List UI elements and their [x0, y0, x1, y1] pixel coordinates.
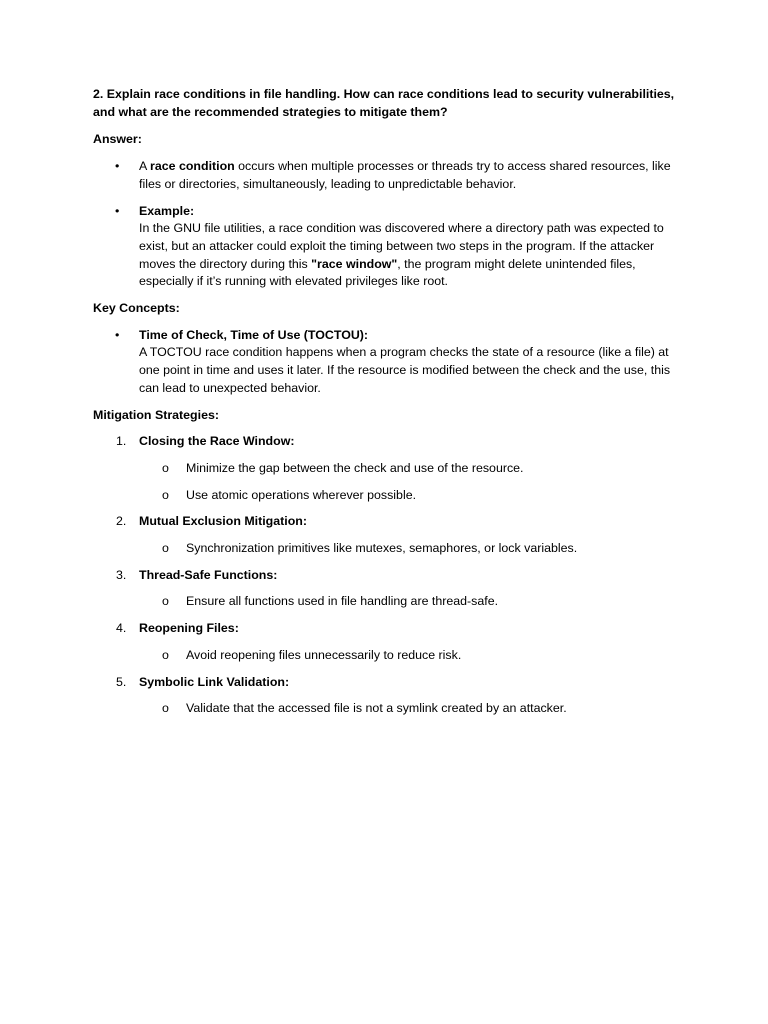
document-body	[93, 86, 683, 727]
mitigation-item	[93, 674, 683, 718]
example-title: Example:	[139, 203, 195, 218]
sub-bullet-marker: o	[162, 460, 169, 475]
mitigation-subitem	[93, 647, 683, 665]
mitigation-title: Mutual Exclusion Mitigation:	[139, 514, 307, 529]
sub-bullet-marker: o	[162, 701, 169, 716]
mitigation-item	[93, 433, 683, 504]
mitigation-sublist	[93, 647, 683, 665]
mitigation-number: 2.	[116, 514, 127, 529]
mitigation-subitem	[93, 700, 683, 718]
mitigation-subitem	[93, 460, 683, 478]
sub-bullet-marker: o	[162, 487, 169, 502]
example-post: , the program might delete unintended files, especially if it’s running with elevated privileges like root.	[139, 256, 636, 289]
mitigation-subitem-text: Use atomic operations wherever possible.	[186, 487, 417, 502]
key-concepts-list	[93, 327, 683, 398]
mitigation-sublist	[93, 540, 683, 558]
answer-definition-item	[93, 158, 683, 193]
toctou-title: Time of Check, Time of Use (TOCTOU):	[139, 327, 369, 342]
definition-pre: A	[139, 159, 151, 174]
mitigation-label: Mitigation Strategies:	[93, 407, 219, 422]
answer-list	[93, 158, 683, 291]
mitigation-subitem-text: Ensure all functions used in file handling are thread-safe.	[186, 594, 499, 609]
mitigation-title: Thread-Safe Functions:	[139, 567, 278, 582]
mitigation-item-heading	[93, 433, 683, 451]
bullet-marker: •	[115, 203, 120, 218]
sub-bullet-marker: o	[162, 541, 169, 556]
bullet-marker: •	[115, 327, 120, 342]
definition-term: race condition	[150, 159, 235, 174]
mitigation-subitem-text: Avoid reopening files unnecessarily to reduce risk.	[186, 647, 462, 662]
mitigation-subitem	[93, 540, 683, 558]
mitigation-item	[93, 513, 683, 557]
mitigation-item-heading	[93, 567, 683, 585]
sub-bullet-marker: o	[162, 647, 169, 662]
mitigation-subitem-text: Synchronization primitives like mutexes, semaphores, or lock variables.	[186, 541, 578, 556]
mitigation-sublist	[93, 700, 683, 718]
mitigation-subitem	[93, 593, 683, 611]
mitigation-sublist	[93, 593, 683, 611]
mitigation-title: Symbolic Link Validation:	[139, 674, 290, 689]
mitigation-item-heading	[93, 674, 683, 692]
sub-bullet-marker: o	[162, 594, 169, 609]
mitigation-subitem	[93, 487, 683, 505]
question-heading: 2. Explain race conditions in file handling. How can race conditions lead to security vulnerabilities, and what are the recommended strategies to mitigate them?	[93, 87, 675, 119]
mitigation-subitem-text: Validate that the accessed file is not a symlink created by an attacker.	[186, 701, 567, 716]
mitigation-number: 4.	[116, 621, 127, 636]
mitigation-number: 1.	[116, 434, 127, 449]
mitigation-title: Closing the Race Window:	[139, 434, 295, 449]
toctou-text: A TOCTOU race condition happens when a program checks the state of a resource (like a file) at one point in time and uses it later. If the resource is modified between the check and the use, this can lead to unexpected behavior.	[139, 345, 671, 395]
mitigation-title: Reopening Files:	[139, 621, 239, 636]
mitigation-item	[93, 620, 683, 664]
answer-example-item	[93, 203, 683, 292]
mitigation-item	[93, 567, 683, 611]
toctou-item	[93, 327, 683, 398]
example-term: "race window"	[311, 256, 398, 271]
mitigation-item-heading	[93, 513, 683, 531]
mitigation-item-heading	[93, 620, 683, 638]
mitigation-subitem-text: Minimize the gap between the check and use of the resource.	[186, 460, 524, 475]
bullet-marker: •	[115, 159, 120, 174]
key-concepts-label: Key Concepts:	[93, 301, 180, 316]
mitigation-number: 3.	[116, 567, 127, 582]
mitigation-sublist	[93, 460, 683, 504]
example-pre: In the GNU file utilities, a race condition was discovered where a directory path was expected to exist, but an attacker could exploit the timing between two steps in the program. If the attacker moves the directory during this	[139, 221, 664, 271]
definition-post: occurs when multiple processes or threads try to access shared resources, like files or directories, simultaneously, leading to unpredictable behavior.	[139, 159, 671, 191]
mitigation-number: 5.	[116, 674, 127, 689]
mitigation-list	[93, 433, 683, 718]
answer-label: Answer:	[93, 132, 142, 147]
